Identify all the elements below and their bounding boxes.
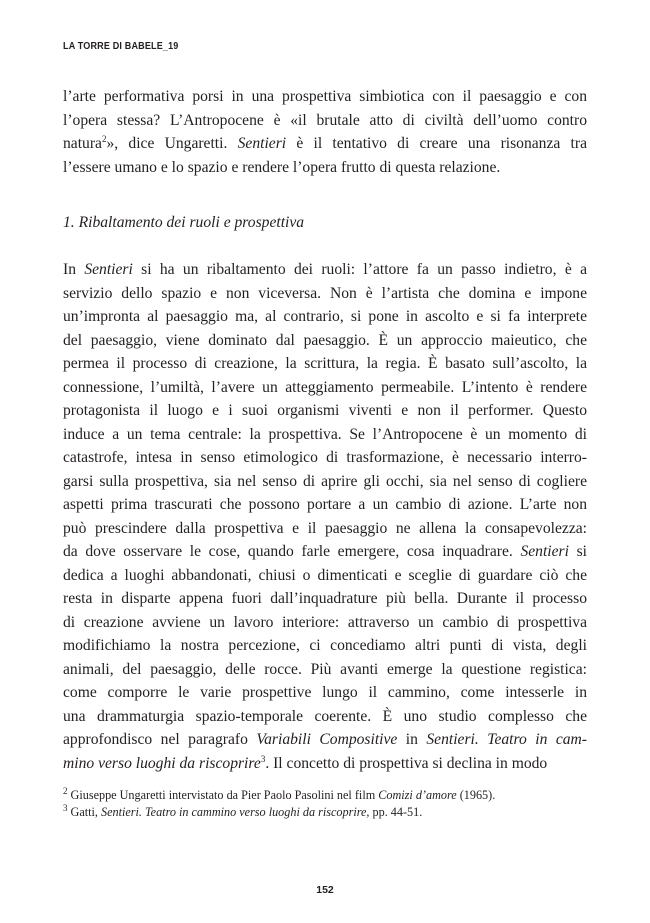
intro-line-2: l’opera stessa? L’Antropocene è «il brutale atto di civiltà dell’uomo contro [63,111,587,129]
text-fragment: In [63,261,85,278]
intro-paragraph [63,85,587,179]
body-line: dedica a luoghi abbandonati, chiusi o dimenticati e sceglie di guardare ciò che [63,566,587,584]
italic-title-sentieri: Sentieri [84,261,133,278]
footnote-marker: 2 [63,785,68,796]
italic-title-variabili-compositive: Variabili Compositive [256,731,398,748]
text-fragment: », dice Ungaretti. [106,135,238,152]
body-line: servizio dello spazio e non viceversa. Non è l’artista che domina e impone [63,284,587,302]
intro-line-4: l’essere umano e lo spazio e rendere l’opera frutto di questa relazione. [63,158,501,176]
italic-title-sentieri-teatro: Sentieri. Teatro in cam- [426,731,587,748]
body-line: di creazione avviene un lavoro interiore: attraverso un cambio di prospettiva [63,613,587,631]
body-line: del paesaggio, viene dominato dal paesaggio. È un approccio maieutico, che [63,331,587,349]
body-line: connessione, l’umiltà, l’avere un atteggiamento permeabile. L’intento è rendere [63,378,587,396]
body-line: modifichiamo la nostra percezione, ci concediamo altri punti di vista, degli [63,637,587,654]
footnote-2 [63,787,587,804]
body-line: animali, del paesaggio, delle rocce. Più avanti emerge la questione registica: [63,660,587,678]
footnote-reference-3: 3 [260,753,266,764]
body-line: aspetti prima trascurati che possono portare a un cambio di azione. L’arte non [63,496,587,513]
body-line: permea il processo di creazione, la scrittura, la regia. È basato sull’ascolto, la [63,355,587,372]
italic-title-sentieri: Sentieri [237,135,287,152]
italic-title-sentieri: Sentieri [520,543,569,560]
body-line [63,258,587,282]
body-line: una drammaturgia spazio-temporale coerente. È uno studio complesso che [63,707,587,725]
text-fragment: da dove osservare le cose, quando farle emergere, cosa inquadrare. [63,543,521,560]
text-fragment: approfondisco nel paragrafo [63,731,257,748]
footnote-italic-title: Sentieri. Teatro in cammino verso luoghi da riscoprire [101,805,367,819]
intro-line-3 [63,132,587,156]
body-line [63,728,587,752]
body-line: catastrofe, intesa in senso etimologico di trasformazione, è necessario interro- [63,449,587,466]
footnote-italic-title: Comizi d’amore [378,788,457,802]
body-line [63,752,587,776]
body-line: protagonista il luogo e i suoi organismi viventi e non il performer. Questo [63,402,587,419]
body-line: può prescindere dalla prospettiva e il paesaggio ne allena la consapevolezza: [63,519,587,537]
text-fragment: natura [63,135,102,152]
footnote-text: Gatti, [67,805,102,819]
intro-line-1: l’arte performativa porsi in una prospettiva simbiotica con il paesaggio e con [63,88,587,105]
text-fragment: è il tentativo di creare una risonanza tra [286,135,587,152]
footnote-text: , pp. 44-51. [366,805,423,819]
footnote-text: Giuseppe Ungaretti intervistato da Pier Paolo Pasolini nel film [67,788,379,802]
text-fragment: in [397,731,427,748]
footnote-reference-2: 2 [101,133,107,144]
footnotes [63,787,587,821]
body-line: resta in disparte appena fuori dall’inquadrature più bella. Durante il processo [63,590,587,607]
running-head: LA TORRE DI BABELE_19 [63,40,179,52]
text-fragment: si ha un ribaltamento dei ruoli: l’attore fa un passo indietro, è a [132,261,587,278]
body-line [63,540,587,564]
text-fragment: si [568,543,587,560]
body-line: un’impronta al paesaggio ma, al contrario, si pone in ascolto e si fa interprete [63,308,587,325]
footnote-3 [63,804,587,821]
body-line: induce a un tema centrale: la prospettiva. Se l’Antropocene è un momento di [63,425,587,443]
footnote-text: (1965). [456,788,496,802]
footnote-marker: 3 [63,802,68,813]
body-line: come comporre le varie prospettive lungo il cammino, come intesserle in [63,684,587,701]
text-fragment: . Il concetto di prospettiva si declina in modo [265,754,548,772]
page-number: 152 [316,884,334,896]
body-line: garsi sulla prospettiva, sia nel senso di aprire gli occhi, sia nel senso di cogliere [63,472,587,490]
italic-title-continuation: mino verso luoghi da riscoprire [63,754,261,772]
section-heading: 1. Ribaltamento dei ruoli e prospettiva [63,214,305,231]
body-paragraph [63,258,587,775]
